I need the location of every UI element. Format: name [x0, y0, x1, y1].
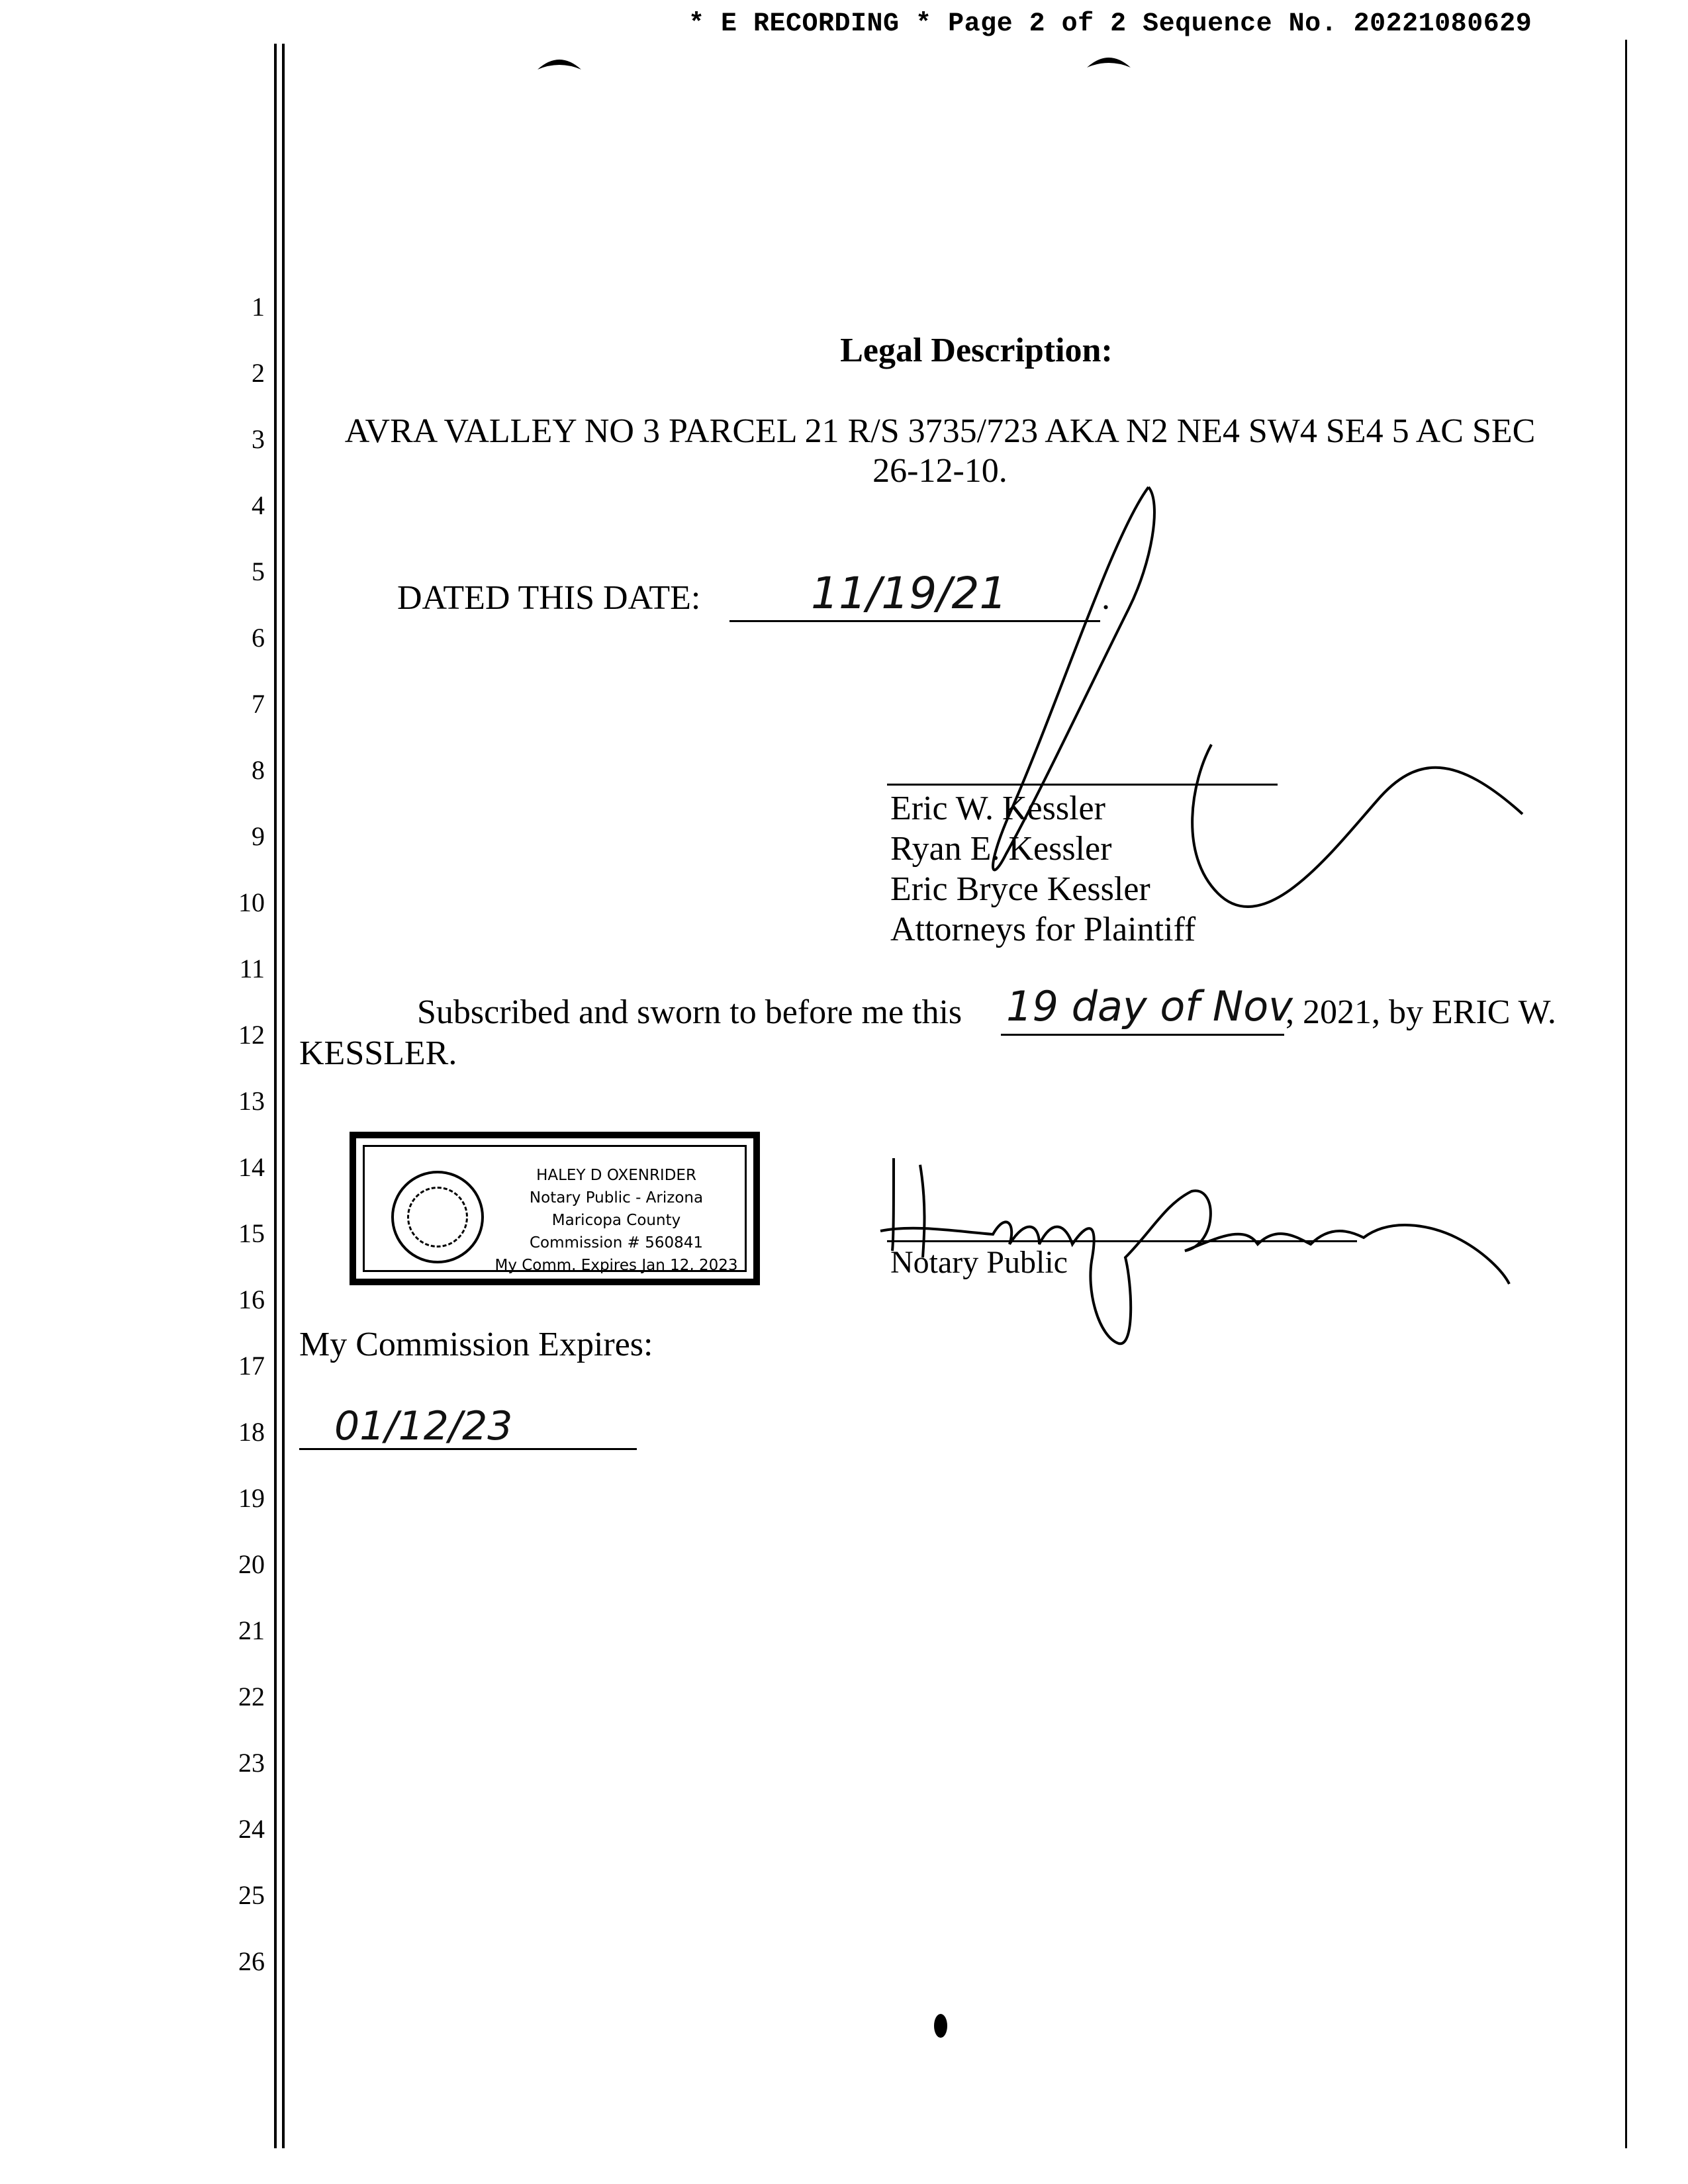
- line-number: 20: [238, 1549, 265, 1579]
- line-number: 16: [238, 1285, 265, 1314]
- signer-name: Ryan E. Kessler: [890, 830, 1112, 868]
- recording-header: * E RECORDING * Page 2 of 2 Sequence No. 20221080629: [688, 9, 1532, 39]
- notary-stamp-name: HALEY D OXENRIDER: [536, 1167, 696, 1184]
- line-number: 26: [238, 1946, 265, 1976]
- notary-stamp: [350, 1132, 760, 1285]
- notary-stamp-border: [363, 1145, 747, 1272]
- notary-stamp-county: Maricopa County: [551, 1212, 681, 1229]
- line-number: 5: [252, 557, 265, 586]
- line-number: 15: [238, 1218, 265, 1248]
- line-number: 14: [238, 1152, 265, 1182]
- commission-expires-handwritten: 01/12/23: [334, 1403, 513, 1449]
- punch-mark-right: [1086, 48, 1132, 74]
- notary-stamp-text: [491, 1164, 742, 1277]
- line-number: 22: [238, 1682, 265, 1711]
- legal-description-text: [305, 412, 1575, 491]
- attorney-signature: [980, 483, 1536, 920]
- jurat-prefix: Subscribed and sworn to before me this: [417, 993, 962, 1031]
- left-margin-rule-outer: [274, 44, 277, 2148]
- commission-expires-label: My Commission Expires:: [299, 1326, 653, 1363]
- line-number: 25: [238, 1880, 265, 1910]
- line-number: 12: [238, 1020, 265, 1050]
- jurat-underline: [1001, 1034, 1284, 1036]
- line-number: 11: [239, 954, 265, 983]
- line-number: 21: [238, 1615, 265, 1645]
- line-number: 3: [252, 424, 265, 454]
- dated-handwritten-date: 11/19/21: [811, 568, 1008, 619]
- notary-public-label: Notary Public: [890, 1245, 1068, 1280]
- line-number: 24: [238, 1814, 265, 1844]
- notary-stamp-expires: My Comm. Expires Jan 12, 2023: [494, 1257, 738, 1274]
- notary-stamp-commission: Commission # 560841: [529, 1234, 704, 1251]
- notary-stamp-title: Notary Public - Arizona: [529, 1189, 704, 1206]
- line-number: 2: [252, 358, 265, 388]
- dated-period: .: [1102, 579, 1110, 617]
- jurat-line-2: KESSLER.: [299, 1034, 457, 1072]
- line-number: 19: [238, 1483, 265, 1513]
- line-number: 17: [238, 1351, 265, 1381]
- line-number: 23: [238, 1748, 265, 1778]
- state-seal-icon: [391, 1171, 484, 1263]
- jurat-handwritten-day: 19 day of Nov: [1006, 982, 1293, 1030]
- signer-name: Eric W. Kessler: [890, 790, 1105, 827]
- line-number: 13: [238, 1086, 265, 1116]
- dated-label: DATED THIS DATE:: [397, 579, 701, 617]
- jurat-suffix: , 2021, by ERIC W.: [1286, 993, 1556, 1031]
- line-number: 8: [252, 755, 265, 785]
- line-number: 18: [238, 1417, 265, 1447]
- left-margin-rule-inner: [282, 44, 285, 2148]
- legal-description-line-1: AVRA VALLEY NO 3 PARCEL 21 R/S 3735/723 AKA N2 NE4 SW4 SE4 5 AC SEC: [344, 412, 1536, 450]
- line-number: 6: [252, 623, 265, 653]
- line-number: 7: [252, 689, 265, 719]
- legal-description-heading: Legal Description:: [840, 332, 1113, 369]
- right-margin-rule: [1625, 40, 1627, 2148]
- punch-mark-left: [536, 50, 583, 76]
- line-number: 10: [238, 887, 265, 917]
- line-number: 9: [252, 821, 265, 851]
- legal-description-line-2: 26-12-10.: [872, 452, 1008, 490]
- line-number: 1: [252, 292, 265, 322]
- line-number: 4: [252, 490, 265, 520]
- signer-name: Eric Bryce Kessler: [890, 870, 1150, 908]
- signer-role: Attorneys for Plaintiff: [890, 911, 1196, 948]
- ink-smudge: [930, 2009, 957, 2042]
